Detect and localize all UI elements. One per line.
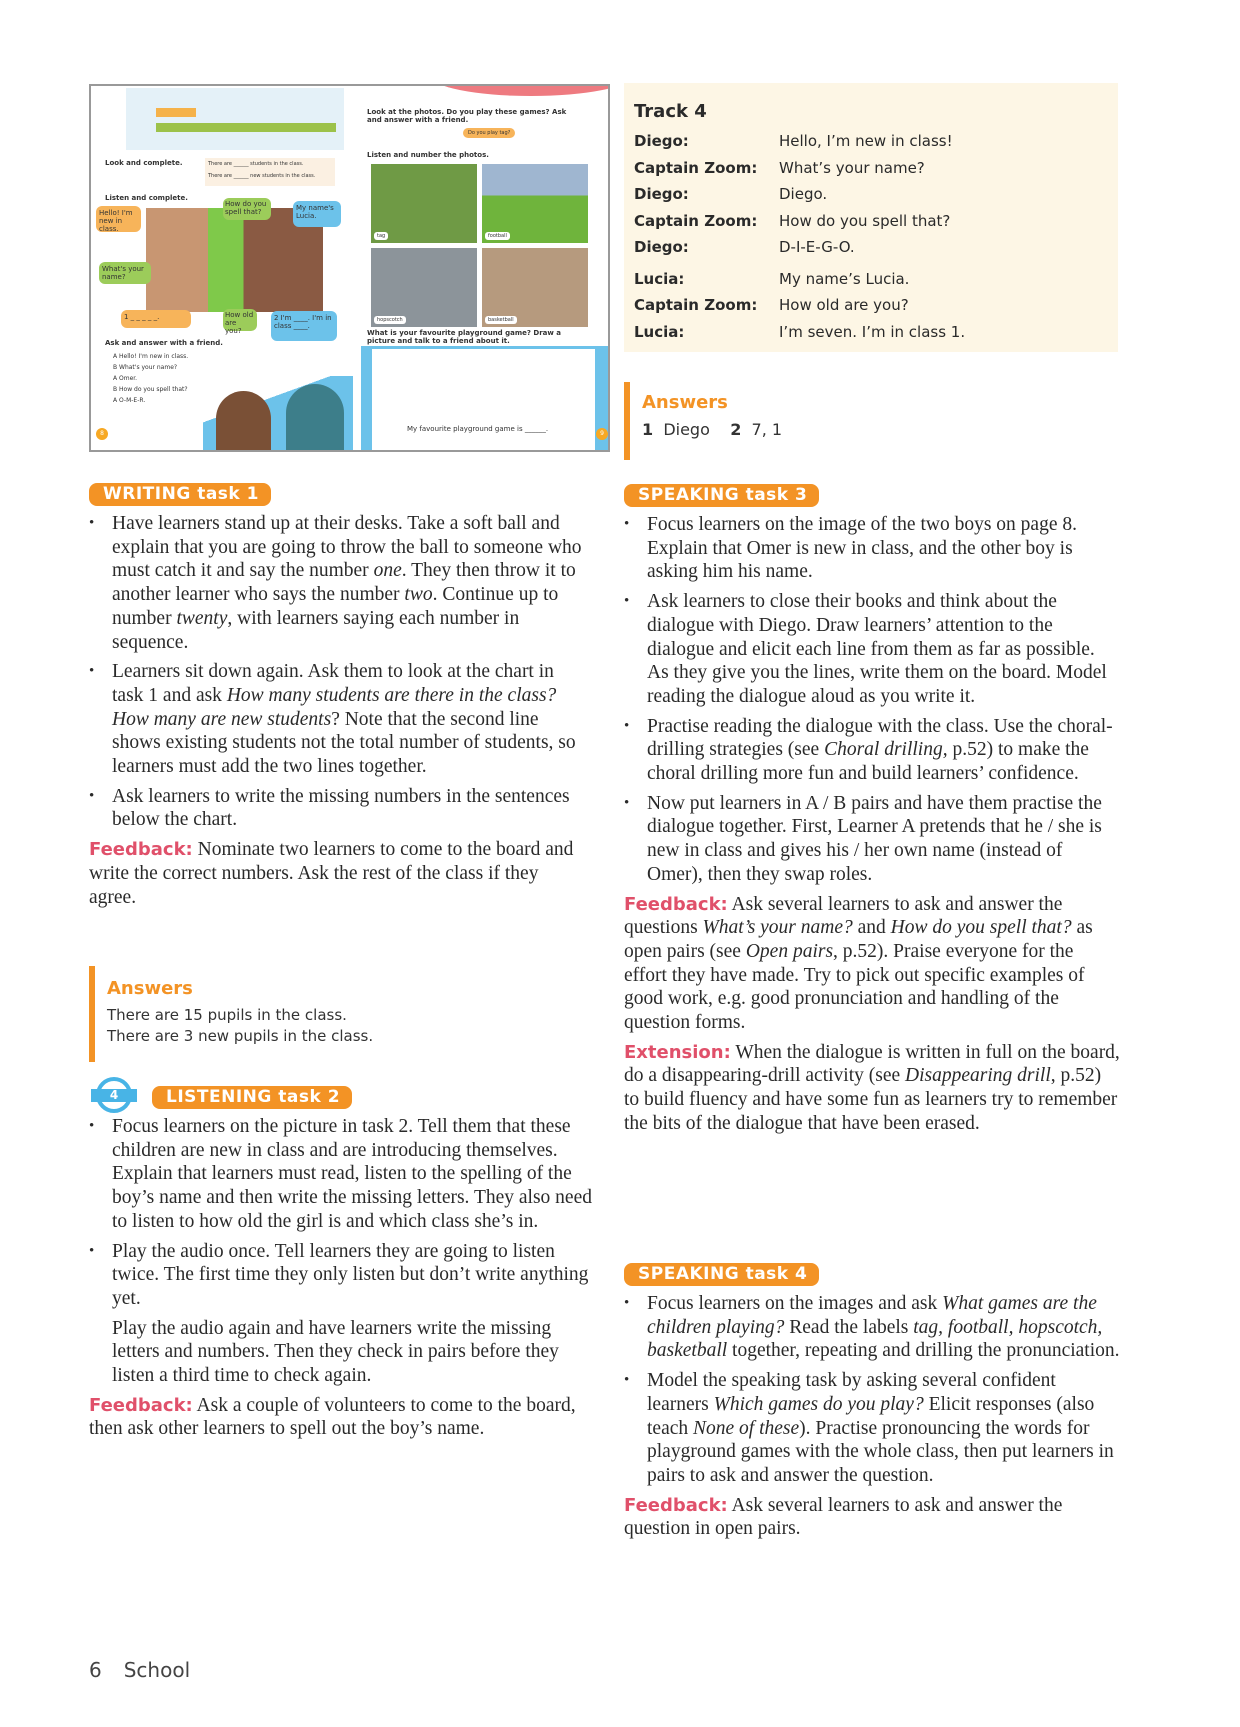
speech-bubble: 2 I'm ____. I'm in class ____. — [271, 311, 337, 341]
dialogue-line: B What's your name? — [113, 364, 178, 371]
bullet: • Ask learners to write the missing numbers in the sentences below the chart. — [89, 785, 589, 832]
task3-instruction: Ask and answer with a friend. — [105, 339, 223, 347]
speech-bubble: 1 _ _ _ _ _. — [121, 310, 191, 328]
line-text: Diego. — [779, 185, 828, 203]
transcript-line — [634, 181, 1108, 208]
writing-section — [89, 482, 589, 909]
bullet: • Have learners stand up at their desks. Take a soft ball and explain that you are going to throw the ball to someone who must catch it and say the number one. They then throw it to another learner who says the number two. Continue up to number twenty, with learners saying each number in sequence. — [89, 512, 589, 654]
speaker: Captain Zoom: — [634, 211, 758, 230]
line-text: How old are you? — [779, 296, 909, 314]
drawing-box — [371, 348, 596, 452]
photo-football — [482, 164, 588, 243]
answers-box — [89, 966, 489, 1062]
bullet: • Focus learners on the image of the two boys on page 8. Explain that Omer is new in class, and the other boy is asking him his name. — [624, 513, 1120, 584]
answer: There are 15 pupils in the class. — [107, 1006, 347, 1024]
speaking3-section — [624, 483, 1120, 1136]
bullet: • Ask learners to close their books and think about the dialogue with Diego. Draw learners’ attention to the dialogue and elicit each line from them as far as possible. As they give you the lines, write them on the board. Model reading the dialogue aloud as you write it. — [624, 590, 1120, 709]
task5-instruction: Look at the photos. Do you play these games? Ask and answer with a friend. — [367, 108, 567, 124]
speech-bubble: How old are you? — [223, 309, 257, 331]
photo-basketball — [482, 248, 588, 327]
answer: There are 3 new pupils in the class. — [107, 1027, 374, 1045]
listening-section — [89, 1085, 594, 1441]
bullet: • Focus learners on the images and ask What games are the children playing? Read the labels tag, football, hopscotch, basketball together, repeating and drilling the pronunciation. — [624, 1292, 1120, 1363]
transcript-line — [634, 319, 1108, 346]
speaker: Captain Zoom: — [634, 296, 758, 314]
speaking-task3-badge: SPEAKING task 3 — [624, 484, 819, 507]
line-text: Hello, I’m new in class! — [779, 132, 953, 150]
answers-title: Answers — [107, 978, 193, 999]
dialogue-line: A O-M-E-R. — [113, 397, 146, 404]
task4-instruction: Listen and number the photos. — [367, 151, 489, 159]
line-text: How do you spell that? — [779, 211, 951, 230]
speech-bubble: My name's Lucia. — [293, 201, 341, 227]
photo-label: hopscotch — [374, 316, 406, 324]
feedback: Feedback: Ask a couple of volunteers to come to the board, then ask other learners to spell out the boy’s name. — [89, 1394, 576, 1440]
speech-bubble: How do you spell that? — [223, 198, 271, 220]
dialogue-line: A Hello! I'm new in class. — [113, 353, 189, 360]
chart-image — [126, 88, 344, 150]
page-number: 8 — [96, 428, 108, 440]
boy-figure — [286, 384, 344, 452]
bullet: • Learners sit down again. Ask them to look at the chart in task 1 and ask How many students are there in the class? How many are new students? Note that the second line shows existing students not the total number of students, so learners must add the two lines together. — [89, 660, 589, 779]
speaker: Captain Zoom: — [634, 158, 758, 177]
transcript-line — [634, 208, 1108, 235]
dialogue-line: B How do you spell that? — [113, 386, 188, 393]
answer: Diego — [663, 420, 710, 439]
photo-tag — [371, 164, 477, 243]
drawing-caption: My favourite playground game is ______. — [407, 425, 549, 433]
task2-instruction: Listen and complete. — [105, 194, 188, 202]
photo-label: football — [485, 232, 510, 240]
line-text: I’m seven. I’m in class 1. — [779, 322, 966, 341]
speaker: Diego: — [634, 185, 689, 203]
speaker: Diego: — [634, 238, 689, 256]
line-text: What’s your name? — [779, 158, 925, 177]
transcript-line — [634, 155, 1108, 182]
answers-box — [624, 382, 924, 460]
page-footer — [89, 1658, 190, 1682]
speech-bubble: Hello! I'm new in class. — [96, 206, 141, 232]
extension: Extension: When the dialogue is written in full on the board, do a disappearing-drill activity (see Disappearing drill, p.52) to build fluency and have some fun as learners try to remember the bits of the dialogue that have been erased. — [624, 1041, 1120, 1134]
task1-line: There are ______ students in the class. — [208, 161, 304, 167]
listening-task-badge: LISTENING task 2 — [152, 1086, 352, 1109]
speaking-task4-badge: SPEAKING task 4 — [624, 1263, 819, 1286]
bullet: • Play the audio once. Tell learners they are going to listen twice. The first time they only listen but don’t write anything yet. — [89, 1240, 594, 1311]
photo-hopscotch — [371, 248, 477, 327]
speech-bubble: Do you play tag? — [463, 128, 515, 138]
answer-number: 2 — [730, 420, 742, 439]
transcript-line — [634, 234, 1108, 261]
section-name: School — [123, 1658, 191, 1682]
page-number: 6 — [89, 1658, 102, 1682]
answer-number: 1 — [642, 420, 654, 439]
speaker: Diego: — [634, 132, 689, 150]
task1-line: There are ______ new students in the class. — [208, 173, 316, 179]
speaking4-section — [624, 1262, 1120, 1541]
task1-instruction: Look and complete. — [105, 159, 183, 167]
bullet: • Now put learners in A / B pairs and have them practise the dialogue together. First, Learner A pretends that he / she is new in class and gives his / her own name (instead of Omer), then they swap roles. — [624, 792, 1120, 887]
boy-figure — [216, 391, 271, 452]
answer: 7, 1 — [751, 420, 783, 439]
answers-title: Answers — [642, 392, 728, 413]
track-title: Track 4 — [634, 101, 707, 122]
writing-task-badge: WRITING task 1 — [89, 483, 271, 506]
speech-bubble: What's your name? — [99, 262, 151, 284]
speaker: Lucia: — [634, 269, 685, 288]
feedback: Feedback: Nominate two learners to come to the board and write the correct numbers. Ask the rest of the class if they agree. — [89, 839, 574, 908]
student-book-page-thumbnail — [89, 84, 610, 452]
photo-label: basketball — [485, 316, 517, 324]
bullet: • Focus learners on the picture in task 2. Tell them that these children are new in class and are introducing themselves. Explain that learners must read, listen to the spelling of the boy’s name and then write the missing letters. They also need to listen to how old the girl is and which class she’s in. — [89, 1115, 594, 1234]
feedback: Feedback: Ask several learners to ask and answer the question in open pairs. — [624, 1494, 1063, 1540]
page-number: 9 — [596, 428, 608, 440]
track-number: 4 — [91, 1089, 137, 1102]
speaker: Lucia: — [634, 322, 685, 341]
task6-instruction: What is your favourite playground game? Draw a picture and talk to a friend about it. — [367, 329, 562, 345]
transcript-line — [634, 266, 1108, 293]
bullet: • Practise reading the dialogue with the class. Use the choral-drilling strategies (see Choral drilling, p.52) to make the choral drilling more fun and build learners’ confidence. — [624, 715, 1120, 786]
feedback: Feedback: Ask several learners to ask and answer the questions What’s your name? and How do you spell that? as open pairs (see Open pairs, p.52). Praise everyone for the effort they have made. Try to pick out specific examples of good work, e.g. good pronunciation and handling of the question forms. — [624, 893, 1093, 1034]
transcript-line — [634, 292, 1108, 319]
line-text: D-I-E-G-O. — [779, 238, 855, 256]
track-transcript — [624, 83, 1118, 352]
paragraph: Play the audio again and have learners write the missing letters and numbers. Then they check in pairs before they listen a third time to check again. — [112, 1317, 559, 1387]
transcript-line — [634, 128, 1108, 155]
dialogue-line: A Omer. — [113, 375, 138, 382]
bullet: • Model the speaking task by asking several confident learners Which games do you play? Elicit responses (also teach None of these). Practise pronouncing the words for playground games with the whole class, then put learners in pairs to ask and answer the question. — [624, 1369, 1120, 1488]
line-text: My name’s Lucia. — [779, 269, 910, 288]
photo-label: tag — [374, 232, 388, 240]
